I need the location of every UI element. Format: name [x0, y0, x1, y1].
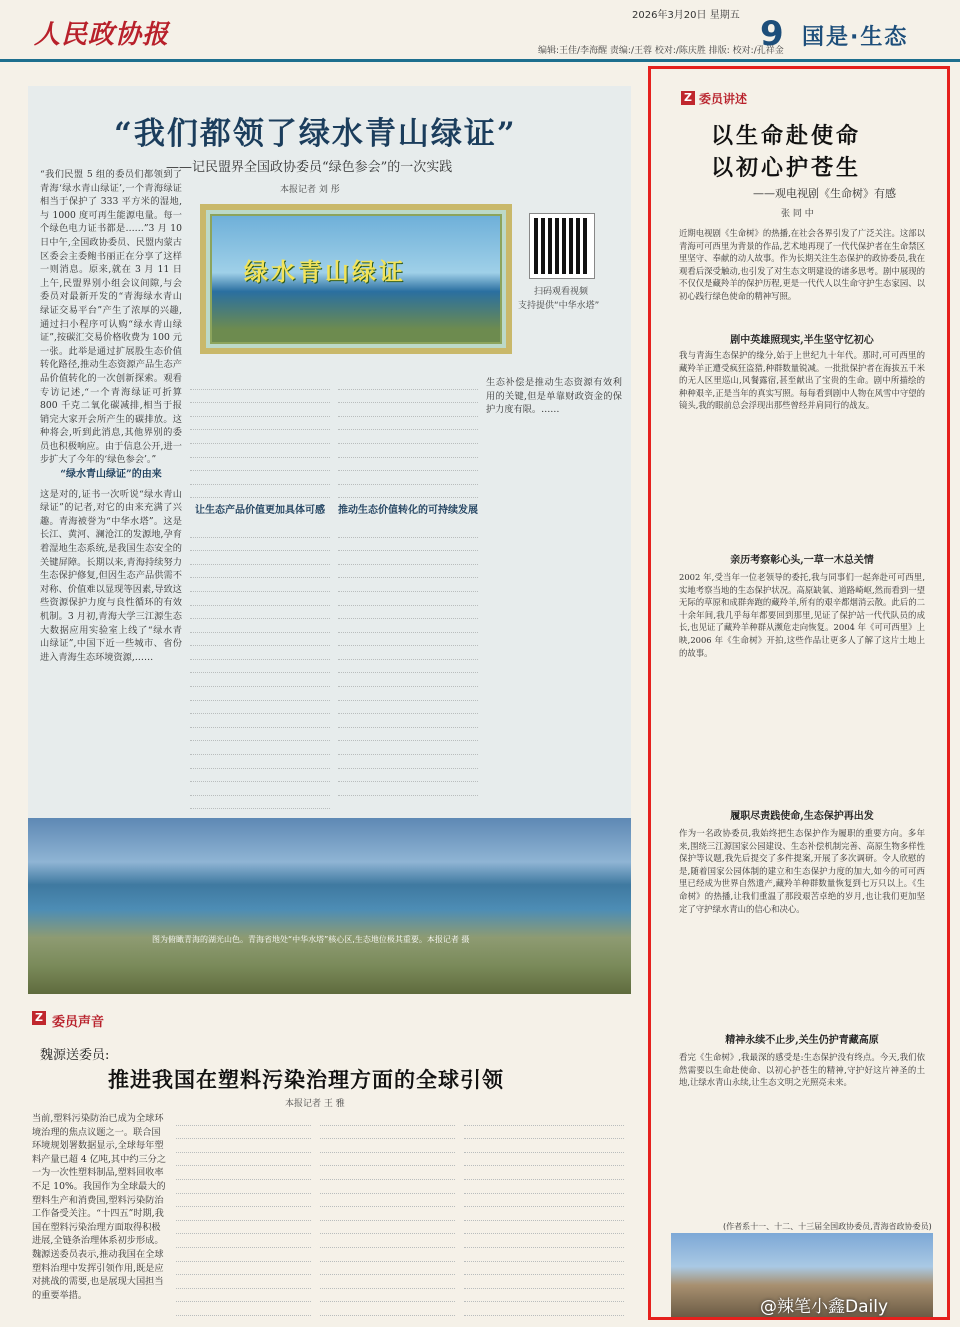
column-tag-icon: Z	[32, 1011, 46, 1025]
article-column: “我们民盟 5 组的委员们都领到了青海‘绿水青山绿证’,一个青海绿证相当于保护了 333 平方米的湿地,与 1000 度可再生能源电量。每一个绿色电力证书都是……”3 月 10 日中午,全国政协委员、民盟内蒙古区委会主委鲍书丽正在分享了这样一则消息。原来,就在 3 月 11 日上午,民盟界别小组会议间隙,与会委员对最新开发的“青海绿水青山绿证交易平台”产生了浓厚的兴趣,通过扫小程序可认购“绿水青山绿证”,按碳汇交易价格收费为 100 元一张。此举是通过扩展股生态价值转化路径,推动生态资源产品生态产品价值转化的一次创新探索。观看专访记述,“一个青海绿证可折算 800 千克二氧化碳减排,相当于报销完大家开会所产生的碳排放。这种将会,听到此消息,其他界别的委员也积极响应。由于信息公开,进一步扩大了今年的‘绿色参会’。”	[40, 169, 182, 466]
article-paragraph: 这是对的,证书一次听说“绿水青山绿证”的记者,对它的由来充满了兴趣。青海被誉为“中华水塔”。这是长江、黄河、澜沧江的发源地,孕育着湿地生态系统,是我国生态安全的关键屏障。长期以来,青海持续努力生态保护修复,但因生态产品供需不对称、价值难以显现等因素,导致这些资源保护力度与良性循环的有效机制。3 月初,青海大学三江源生态大数据应用实验室上线了“绿水青山绿证”,中国下近一些城市、省份进入青海生态环境资源,……	[40, 488, 182, 663]
lake-photo	[28, 818, 631, 994]
article-paragraph: 我与青海生态保护的缘分,始于上世纪九十年代。那时,可可西里的藏羚羊正遭受疯狂盗猎,种群数量锐减。一批批保护者在海拔五千米的无人区里巡山,风餐露宿,甚至献出了宝贵的生命。剧中所描绘的种种艰辛,正是当年的真实写照。每每看到剧中人物在风雪中守望的镜头,我的眼前总会浮现出那些曾经并肩同行的战友。	[679, 350, 925, 411]
column-name: 委员声音	[52, 1015, 105, 1030]
section-heading: “绿水青山绿证”的由来	[60, 469, 162, 480]
author-note: (作者系十一、十二、十三届全国政协委员,青海省政协委员)	[723, 1222, 932, 1231]
section-heading: 推动生态价值转化的可持续发展	[338, 505, 478, 517]
issue-date: 2026年3月20日 星期五	[632, 10, 740, 21]
article-title-line-2: 以初心护苍生	[711, 155, 862, 181]
section-heading: 剧中英雄照现实,半生坚守忆初心	[730, 335, 874, 346]
article-column	[338, 376, 478, 816]
article-kicker: 魏源送委员:	[40, 1048, 110, 1063]
photo-caption: 图为俯瞰青海的湖光山色。青海省地处“中华水塔”核心区,生态地位极其重要。本报记者 摄	[152, 935, 470, 944]
column-name: 委员讲述	[699, 92, 748, 106]
editor-credits: 编辑:王佳/李海醒 责编:/王蓉 校对:/陈庆胜 排版: 校对:/孔祥金	[538, 46, 784, 56]
article-paragraph: 2002 年,受当年一位老领导的委托,我与同事们一起奔赴可可西里,实地考察当地的生态保护状况。高原缺氧、道路崎岖,然而看到一望无际的草原和成群奔跑的藏羚羊,所有的艰辛都烟消云散。此后的二十余年间,我几乎每年都要回到那里,见证了保护站一代代队员的成长,也见证了藏羚羊种群从濒危走向恢复。2004 年《可可西里》上映,2006 年《生命树》开拍,这些作品让更多人了解了这片土地上的故事。	[679, 572, 925, 658]
section-heading: 亲历考察彰心头,一草一木总关情	[730, 555, 874, 566]
plastic-article-title: 推进我国在塑料污染治理方面的全球引领	[108, 1067, 504, 1092]
article-subtitle: ——观电视剧《生命树》有感	[753, 187, 896, 200]
section-heading: 履职尽责践使命,生态保护再出发	[730, 811, 874, 822]
section-heading: 精神永续不止步,关生仍护青藏高原	[725, 1035, 879, 1046]
plastic-article-author: 本报记者 王 雅	[285, 1099, 345, 1109]
article-paragraph: 近期电视剧《生命树》的热播,在社会各界引发了广泛关注。这部以青海可可西里为背景的作品,艺术地再现了一代代保护者在生命禁区里坚守、奉献的动人故事。作为长期关注生态保护的政协委员,我在观看后深受触动,也引发了对生态文明建设的诸多思考。剧中展现的不仅仅是藏羚羊的保护历程,更是一代代人以生命守护生态家园、以初心践行绿色使命的精神写照。	[679, 228, 925, 301]
main-article	[28, 86, 631, 994]
main-article-subtitle: ——记民盟界全国政协委员“绿色参会”的一次实践	[166, 160, 453, 175]
qr-caption: 扫码观看视频	[534, 287, 589, 297]
newspaper-logo: 人民政协报	[34, 20, 170, 50]
watermark: @辣笔小鑫Daily	[760, 1297, 889, 1317]
main-article-title: “我们都领了绿水青山绿证”	[114, 116, 517, 152]
section-title: 国是·生态	[802, 25, 909, 50]
qr-caption-source: 支持提供“中华水塔”	[518, 301, 600, 311]
main-article-author: 本报记者 刘 彤	[280, 185, 340, 195]
article-paragraph: 看完《生命树》,我最深的感受是:生态保护没有终点。今天,我们依然需要以生命赴使命、以初心护苍生的精神,守护好这片神圣的土地,让绿水青山永续,让生态文明之光照亮未来。	[679, 1052, 925, 1088]
certificate-text: 绿水青山绿证	[244, 257, 406, 286]
article-title-line-1: 以生命赴使命	[711, 123, 862, 149]
article-column: 当前,塑料污染防治已成为全球环境治理的焦点议题之一。联合国环境规划署数据显示,全球每年塑料产量已超 4 亿吨,其中约三分之一为一次性塑料制品,塑料回收率不足 10%。我国作为全球最大的塑料生产和消费国,塑料污染防治工作备受关注。“十四五”时期,我国在塑料污染治理方面取得积极进展,全链条治理体系初步形成。魏源送委员表示,推动我国在全球塑料治理中发挥引领作用,既是应对挑战的需要,也是展现大国担当的重要举措。	[32, 1113, 167, 1301]
article-column: 生态补偿是推动生态资源有效利用的关键,但是单靠财政资金的保护力度有限。……	[486, 377, 622, 416]
qr-code-icon[interactable]	[530, 214, 594, 278]
article-paragraph: 作为一名政协委员,我始终把生态保护作为履职的重要方向。多年来,围绕三江源国家公园建设、生态补偿机制完善、高原生物多样性保护等议题,我先后提交了多件提案,开展了多次调研。令人欣慰的是,随着国家公园体制的建立和生态保护力度的加大,如今的可可西里已经成为世界自然遗产,藏羚羊种群数量恢复到七万只以上。《生命树》的热播,让我们重温了那段艰苦卓绝的岁月,也让我们更加坚定了守护绿水青山的信心和决心。	[679, 828, 925, 914]
page-number: 9	[760, 14, 784, 54]
masthead	[0, 0, 960, 62]
column-tag-icon: Z	[681, 91, 695, 105]
article-column	[320, 1112, 455, 1318]
article-column	[190, 376, 330, 816]
article-column	[464, 1112, 624, 1318]
highlighted-article	[648, 66, 950, 1320]
article-column	[176, 1112, 311, 1318]
section-heading: 让生态产品价值更加具体可感	[195, 505, 325, 517]
article-author: 张 同 中	[781, 209, 814, 219]
article-column	[40, 462, 182, 814]
